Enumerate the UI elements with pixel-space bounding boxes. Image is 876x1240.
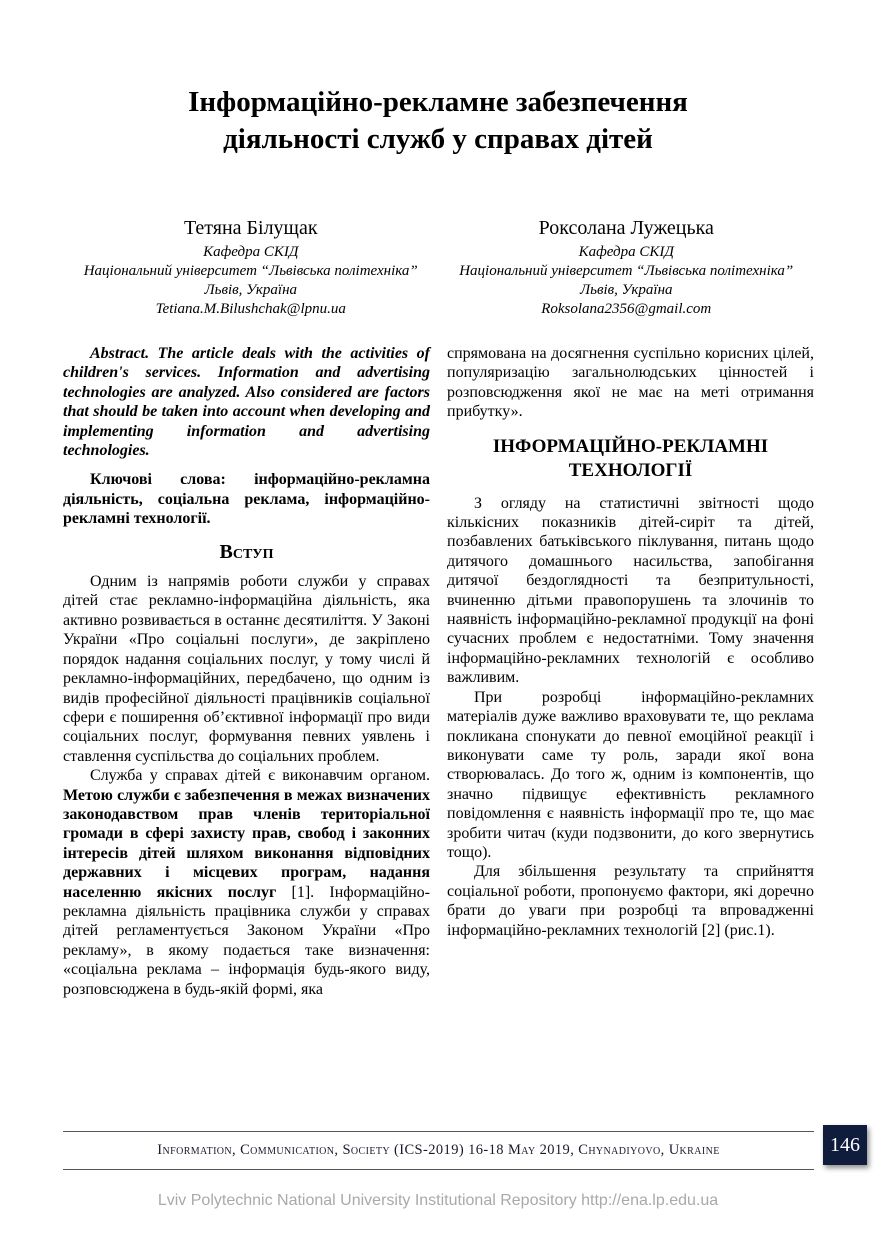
page-title [0, 84, 876, 158]
right-column [447, 344, 814, 999]
section-heading-technologies: ІНФОРМАЦІЙНО-РЕКЛАМНІ ТЕХНОЛОГІЇ [492, 435, 769, 481]
conference-citation: Information, Communication, Society (ICS-2019) 16-18 May 2019, Chynadiyovo, Ukraine [157, 1142, 720, 1158]
page-title-line2: діяльності служб у справах дітей [223, 123, 653, 155]
intro-paragraph-2-regular-start: Служба у справах дітей є виконавчим органом. [90, 767, 430, 785]
authors-row [63, 216, 814, 319]
author-1-university: Національний університет “Львівська політехніка” [83, 263, 418, 279]
tech-paragraph-2: При розробці інформаційно-рекламних матеріалів дуже важливо враховувати те, що реклама покликана спонукати до певної емоційної реакції і виконувати саме ту роль, заради якої вона створювалась. До того ж, одним із компонентів, що значно підвищує ефективність рекламного повідомлення є наявність інформації про те, що має зробити читач (куди подзвонити, до кого звернутись тощо). [447, 688, 814, 861]
section-heading-intro: Вступ [219, 540, 274, 563]
author-2-department: Кафедра СКІД [578, 244, 674, 260]
tech-paragraph-1: З огляду на статистичні звітності щодо кількісних показників дітей-сиріт та дітей, позбавлених батьківського піклування, питань щодо дитячого домашнього насильства, запобігання дитячої бездоглядності та безпритульності, вчиненню дітьми правопорушень та злочинів то наявність інформаційно-рекламної продукції на фоні сучасних проблем є недостатніми. Тому значення інформаційно-рекламних технологій є особливо важливим. [447, 494, 814, 687]
author-1-location: Львів, Україна [204, 282, 298, 298]
intro-paragraph-2 [63, 766, 430, 999]
page-title-line1: Інформаційно-рекламне забезпечення [188, 86, 688, 118]
author-1-name: Тетяна Білущак [183, 217, 318, 239]
author-block-2 [439, 216, 815, 319]
keywords-paragraph: Ключові слова: інформаційно-рекламна діяльність, соціальна реклама, інформаційно-рекламні технології. [63, 471, 430, 528]
footer-conference-band [63, 1131, 814, 1170]
author-1-department: Кафедра СКІД [203, 244, 299, 260]
author-2-name: Роксолана Лужецька [538, 217, 714, 239]
abstract-paragraph: Abstract. The article deals with the activities of children's services. Information and advertising technologies are analyzed. Also considered are factors that should be taken into account when developing and implementing information and advertising technologies. [63, 345, 430, 460]
author-block-1 [63, 216, 439, 319]
left-column [63, 344, 430, 999]
continuation-paragraph: спрямована на досягнення суспільно корисних цілей, популяризацію загальнолюдських цінностей і розповсюдження якої не має на меті отримання прибутку». [447, 345, 814, 421]
author-1-email: Tetiana.M.Bilushchak@lpnu.ua [155, 301, 346, 317]
tech-paragraph-3: Для збільшення результату та сприйняття соціальної роботи, пропонуємо фактори, які доречно брати до уваги при розробці та впровадженні інформаційно-рекламних технологій [2] (рис.1). [447, 863, 814, 939]
author-2-university: Національний університет “Львівська політехніка” [459, 263, 794, 279]
repository-watermark: Lviv Polytechnic National University Institutional Repository http://ena.lp.edu.ua [157, 1192, 719, 1209]
two-column-body [63, 344, 814, 999]
author-2-location: Львів, Україна [579, 282, 673, 298]
page-number-badge: 146 [823, 1125, 867, 1165]
author-2-email: Roksolana2356@gmail.com [541, 301, 712, 317]
intro-paragraph-2-bold-segment: Метою служби є забезпечення в межах визначених законодавством прав членів територіальної громади в сфері захисту прав, свобод і законних інтересів дітей шляхом виконання відповідних державних і місцевих програм, надання населенню якісних послуг [63, 786, 430, 901]
intro-paragraph-2-regular-end: [1]. Інформаційно-рекламна діяльність працівника служби у справах дітей регламентується Законом України «Про рекламу», в якому подається таке визначення: «соціальна реклама – інформація будь-якого виду, розповсюджена в будь-якій формі, яка [63, 883, 431, 998]
intro-paragraph-1: Одним із напрямів роботи служби у справах дітей стає рекламно-інформаційна діяльність, яка активно розвивається в останнє десятиліття. У Законі України «Про соціальні послуги», де закріплено порядок надання соціальних послуг, у тому числі й рекламно-інформаційних, передбачено, що одним із видів професійної діяльності працівників соціальної сфери є поширення об’єктивної інформації про види соціальних послуг, формування певних уявлень і ставлення суспільства до соціальних проблем. [63, 573, 430, 765]
